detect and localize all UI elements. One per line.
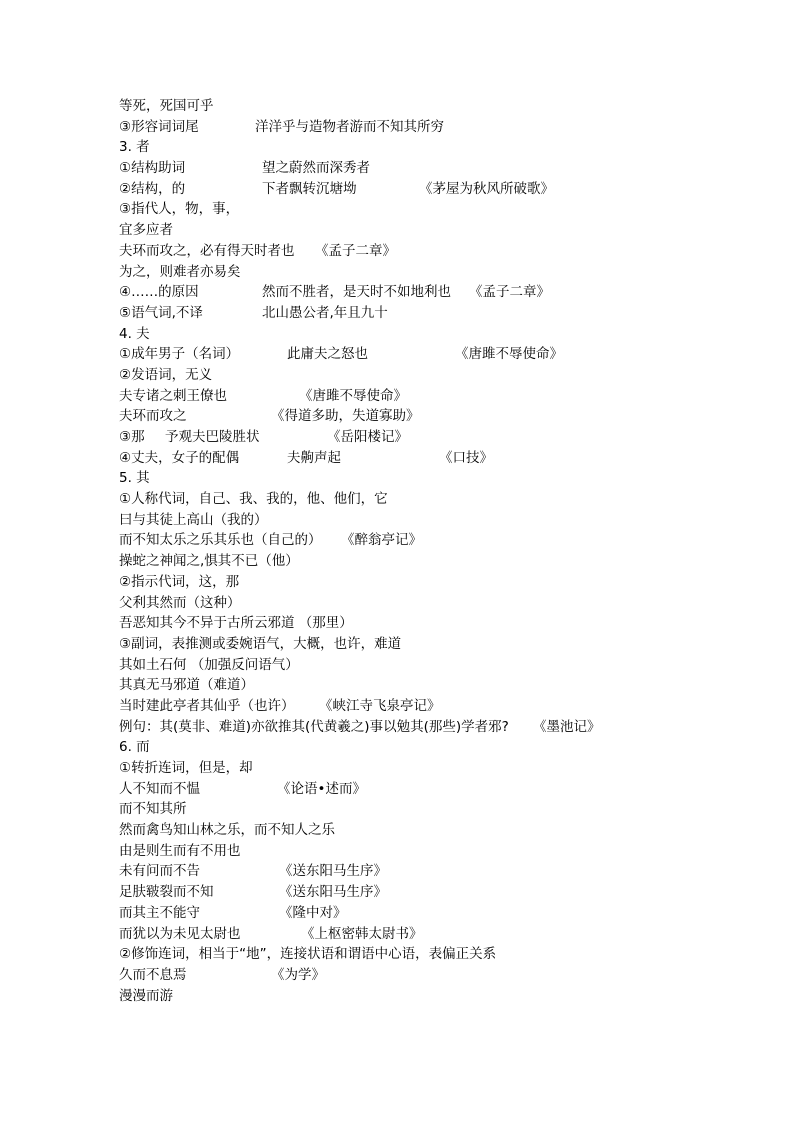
example-sentence: 洋洋乎与造物者游而不知其所穷: [255, 118, 444, 135]
source-title: 《送东阳马生序》: [279, 863, 387, 880]
source-title: 《墨池记》: [533, 718, 601, 735]
source-title: 《岳阳楼记》: [327, 429, 408, 445]
line-text: ④丈夫，女子的配偶: [119, 449, 240, 466]
example-sentence: 然而不胜者，是天时不如地利也: [262, 284, 451, 301]
line-text: 操蛇之神闻之,惧其不已（他）: [119, 553, 299, 570]
source-title: 《唐雎不辱使命》: [299, 387, 407, 404]
text-line: [119, 448, 719, 469]
line-text: ③形容词词尾: [119, 118, 199, 135]
source-title: 《上枢密韩太尉书》: [301, 925, 423, 942]
line-text: ③指代人，物，事，: [119, 201, 240, 218]
line-text: 久而不息焉: [119, 966, 187, 983]
line-text: 曰与其徒上高山（我的）: [119, 511, 268, 528]
source-title: 《为学》: [271, 966, 325, 983]
example-sentence: 夫齁声起: [287, 449, 341, 466]
source-title: 《得道多助，失道寡助》: [271, 408, 420, 425]
source-title: 《送东阳马生序》: [279, 884, 387, 901]
text-line: [119, 572, 719, 593]
source-title: 《醉翁亭记》: [341, 532, 422, 549]
source-title: 《孟子二章》: [315, 242, 396, 259]
line-text: ③副词，表推测或委婉语气，大概，也许，难道: [119, 635, 402, 652]
line-text: 父利其然而（这种）: [119, 594, 241, 611]
text-line: [119, 717, 719, 738]
text-line: [119, 282, 719, 303]
line-text: 宜多应者: [119, 222, 173, 239]
line-text: 未有问而不告: [119, 863, 200, 880]
text-line: [119, 924, 719, 945]
document-page: [119, 96, 719, 1006]
line-text: 夫专诸之刺王僚也: [119, 387, 227, 404]
text-line: [119, 799, 719, 820]
text-line: [119, 344, 719, 365]
line-text: 漫漫而游: [119, 987, 173, 1004]
text-line: [119, 882, 719, 903]
text-line: [119, 262, 719, 283]
section-heading: [119, 137, 719, 158]
source-title: 《隆中对》: [279, 904, 347, 921]
text-line: [119, 655, 719, 676]
text-line: [119, 593, 719, 614]
text-line: [119, 365, 719, 386]
line-text: 其真无马邪道（难道）: [119, 677, 254, 694]
line-text: 而其主不能守: [119, 904, 200, 921]
line-text: 然而禽鸟知山林之乐，而不知人之乐: [119, 822, 335, 839]
text-line: [119, 944, 719, 965]
line-text: 夫环而攻之，必有得天时者也: [119, 242, 295, 259]
example-sentence: 北山愚公者,年且九十: [262, 304, 388, 321]
line-text: ②修饰连词，相当于“地”，连接状语和谓语中心语，表偏正关系: [119, 946, 497, 963]
line-text: ②指示代词，这，那: [119, 573, 240, 590]
line-text: ③那: [119, 429, 145, 445]
text-line: [119, 199, 719, 220]
text-line: [119, 510, 719, 531]
example-sentence: 予观夫巴陵胜状: [165, 429, 260, 445]
line-text: 4. 夫: [119, 325, 150, 342]
text-line: [119, 986, 719, 1007]
line-text: 当时建此亭者其仙乎（也许）: [119, 697, 295, 714]
text-line: [119, 820, 719, 841]
section-heading: [119, 737, 719, 758]
line-text: 而犹以为未见太尉也: [119, 925, 241, 942]
line-text: ①转折连词，但是，却: [119, 760, 253, 776]
text-line: [119, 634, 719, 655]
line-text: 5. 其: [119, 470, 150, 487]
line-text: ②结构，的: [119, 180, 186, 197]
line-text: 吾恶知其今不异于古所云邪道 （那里）: [119, 615, 353, 632]
source-title: 《峡江寺飞泉亭记》: [319, 697, 441, 714]
text-line: [119, 158, 719, 179]
line-text: ②发语词，无义: [119, 366, 213, 383]
line-text: 等死，死国可乎: [119, 98, 214, 114]
example-sentence: 此庸夫之怒也: [287, 346, 368, 363]
text-line: [119, 303, 719, 324]
text-line: [119, 841, 719, 862]
line-text: ①成年男子（名词）: [119, 346, 240, 363]
example-sentence: 下者飘转沉塘坳: [262, 180, 357, 197]
text-line: [119, 675, 719, 696]
line-text: 夫环而攻之: [119, 408, 187, 425]
text-line: [119, 386, 719, 407]
text-line: [119, 241, 719, 262]
line-text: ④……的原因: [119, 284, 199, 301]
line-text: ⑤语气词,不译: [119, 304, 203, 321]
section-heading: [119, 324, 719, 345]
line-text: 例句：其(莫非、难道)亦欲推其(代黄羲之)事以勉其(那些)学者邪?: [119, 718, 509, 735]
text-line: [119, 489, 719, 510]
text-line: [119, 551, 719, 572]
line-text: 而不知太乐之乐其乐也（自己的）: [119, 532, 322, 549]
source-title: 《孟子二章》: [469, 284, 550, 301]
text-line: [119, 696, 719, 717]
text-line: [119, 965, 719, 986]
source-title: 《口技》: [439, 449, 493, 466]
text-line: [119, 179, 719, 200]
text-line: [119, 758, 719, 779]
source-title: 《论语•述而》: [277, 780, 366, 797]
text-line: [119, 613, 719, 634]
text-line: [119, 861, 719, 882]
line-text: 为之，则难者亦易矣: [119, 263, 241, 280]
line-text: 而不知其所: [119, 801, 187, 818]
text-line: [119, 427, 719, 448]
line-text: 3. 者: [119, 139, 150, 156]
source-title: 《茅屋为秋风所破歌》: [419, 180, 554, 197]
line-text: 由是则生而有不用也: [119, 842, 241, 859]
line-text: 其如土石何 （加强反问语气）: [119, 656, 299, 673]
example-sentence: 望之蔚然而深秀者: [262, 160, 370, 177]
line-text: ①结构助词: [119, 160, 186, 177]
line-text: 6. 而: [119, 739, 150, 756]
line-text: ①人称代词，自己、我、我的，他、他们，它: [119, 491, 388, 508]
line-text: 足肤皲裂而不知: [119, 884, 214, 901]
text-line: [119, 96, 719, 117]
text-line: [119, 530, 719, 551]
section-heading: [119, 468, 719, 489]
line-text: 人不知而不愠: [119, 780, 200, 797]
text-line: [119, 406, 719, 427]
text-line: [119, 779, 719, 800]
text-line: [119, 903, 719, 924]
source-title: 《唐雎不辱使命》: [455, 346, 563, 363]
text-line: [119, 117, 719, 138]
text-line: [119, 220, 719, 241]
